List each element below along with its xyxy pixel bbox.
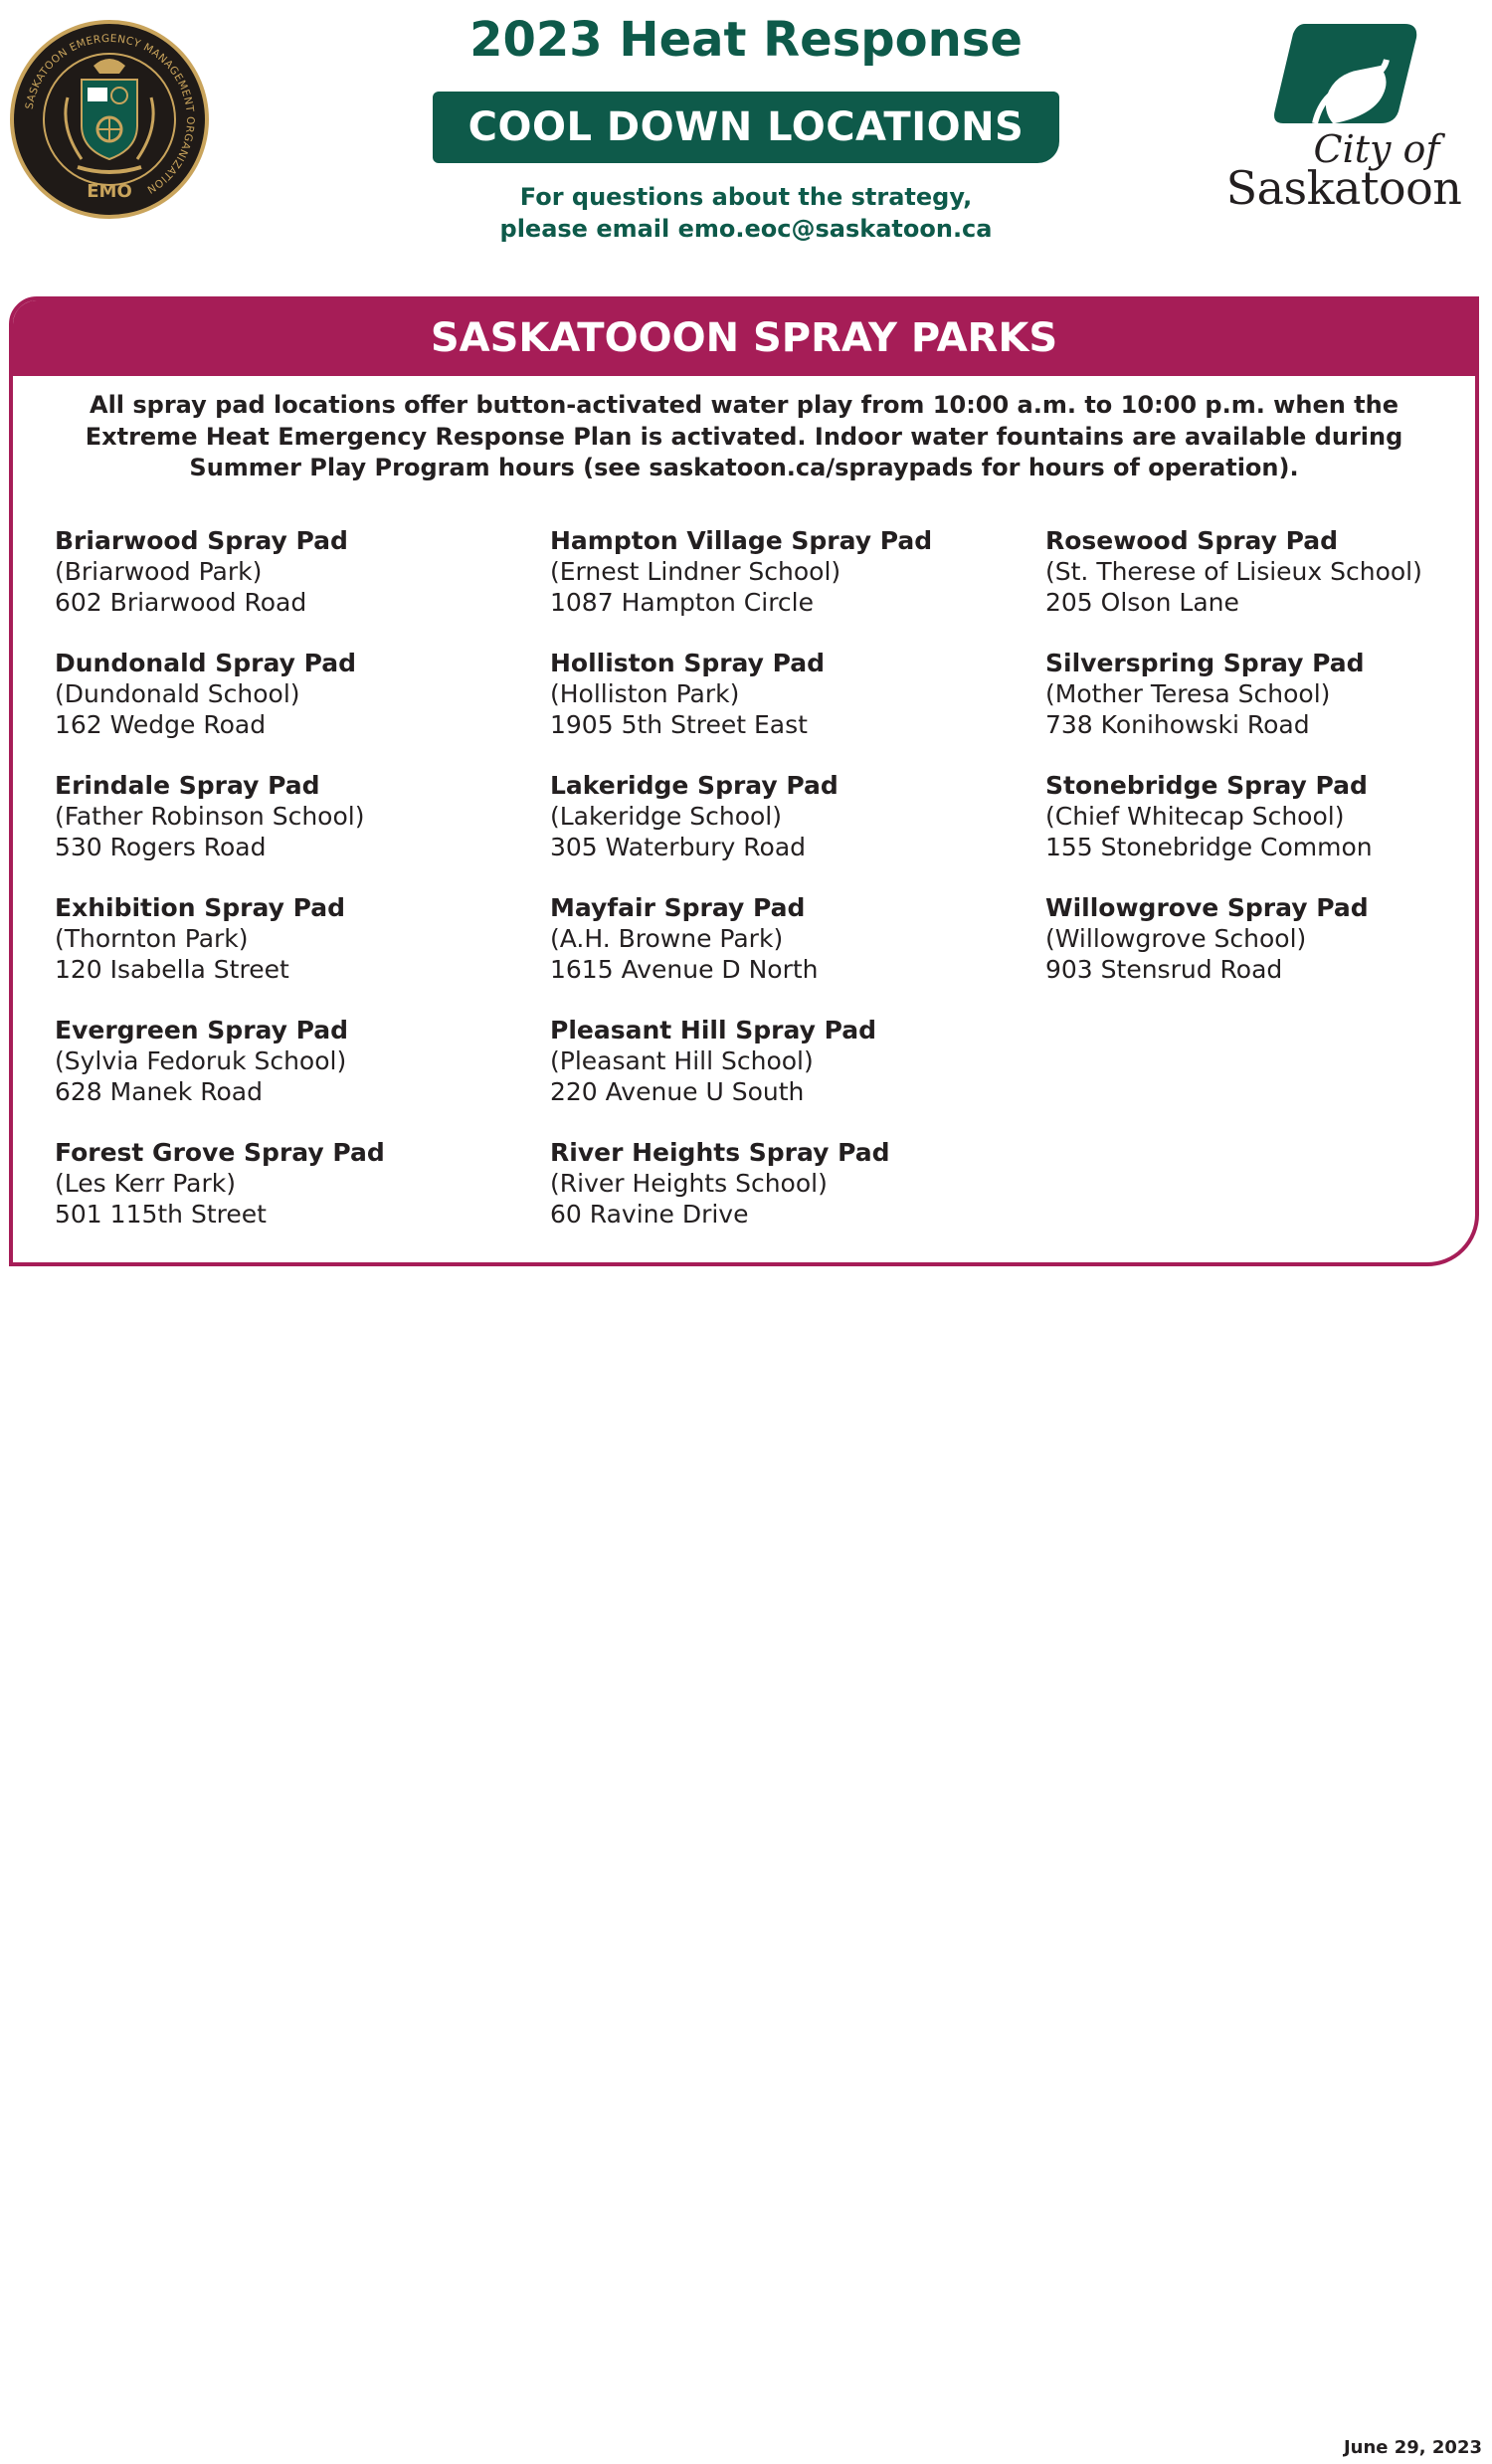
spray-pad-address: 60 Ravine Drive (550, 1200, 749, 1229)
spray-pad-entry (1045, 892, 1479, 1015)
spray-pad-address: 155 Stonebridge Common (1045, 833, 1373, 861)
spray-pad-address: 903 Stensrud Road (1045, 955, 1283, 984)
spray-pad-location: (Father Robinson School) (55, 802, 365, 831)
city-of-saskatoon-logo (1206, 20, 1482, 219)
spray-pad-name: Willowgrove Spray Pad (1045, 893, 1369, 922)
spray-pad-address: 205 Olson Lane (1045, 588, 1239, 617)
spray-pad-address: 220 Avenue U South (550, 1077, 805, 1106)
spray-pad-address: 602 Briarwood Road (55, 588, 307, 617)
spray-pad-location: (Chief Whitecap School) (1045, 802, 1345, 831)
spray-pad-entry (55, 648, 532, 770)
spray-pad-name: Silverspring Spray Pad (1045, 649, 1365, 677)
spray-pad-name: Rosewood Spray Pad (1045, 526, 1339, 555)
spray-pad-location: (Les Kerr Park) (55, 1169, 236, 1198)
spray-pad-entry (550, 770, 1027, 892)
spray-pad-entry (1045, 648, 1479, 770)
spray-pad-entry (55, 892, 532, 1015)
spray-pad-location: (Mother Teresa School) (1045, 679, 1331, 708)
spray-pad-name: Forest Grove Spray Pad (55, 1138, 385, 1167)
spray-pad-location: (Thornton Park) (55, 924, 249, 953)
spray-pad-address: 1087 Hampton Circle (550, 588, 815, 617)
spray-pad-name: Evergreen Spray Pad (55, 1016, 349, 1044)
emo-ring-text: SASKATOON EMERGENCY MANAGEMENT ORGANIZATION (23, 32, 197, 196)
spray-pad-entry (550, 1015, 1027, 1137)
spray-pad-location: (Holliston Park) (550, 679, 740, 708)
spray-pad-location: (Willowgrove School) (1045, 924, 1307, 953)
spray-pad-name: River Heights Spray Pad (550, 1138, 890, 1167)
cool-down-badge: COOL DOWN LOCATIONS (433, 92, 1059, 163)
spray-pad-name: Pleasant Hill Spray Pad (550, 1016, 877, 1044)
spray-pad-location: (Dundonald School) (55, 679, 300, 708)
spray-pad-location: (Briarwood Park) (55, 557, 263, 586)
spray-pad-entry (55, 525, 532, 648)
spray-pad-entry (550, 892, 1027, 1015)
spray-pad-name: Lakeridge Spray Pad (550, 771, 839, 800)
spray-pad-column (550, 525, 1027, 1259)
spray-pad-name: Exhibition Spray Pad (55, 893, 345, 922)
spray-pad-address: 501 115th Street (55, 1200, 267, 1229)
spray-pad-entry (550, 525, 1027, 648)
spray-pad-entry (55, 1137, 532, 1259)
spray-pad-name: Stonebridge Spray Pad (1045, 771, 1368, 800)
contact-line-1: For questions about the strategy, (519, 183, 973, 211)
spray-pad-location: (Lakeridge School) (550, 802, 783, 831)
spray-pad-address: 120 Isabella Street (55, 955, 289, 984)
spray-pad-name: Holliston Spray Pad (550, 649, 826, 677)
spray-pad-entry (550, 1137, 1027, 1259)
spray-pad-column (55, 525, 532, 1259)
spray-pad-entry (1045, 525, 1479, 648)
emo-abbrev: EMO (87, 181, 132, 202)
spray-pad-address: 738 Konihowski Road (1045, 710, 1310, 739)
city-logo-mark-icon (1206, 20, 1482, 129)
spray-pad-entry (55, 770, 532, 892)
spray-pad-entry (1045, 770, 1479, 892)
spray-pad-entry (55, 1015, 532, 1137)
spray-pad-name: Erindale Spray Pad (55, 771, 320, 800)
spray-pad-address: 628 Manek Road (55, 1077, 263, 1106)
page-title: 2023 Heat Response (469, 12, 1023, 68)
spray-pad-name: Dundonald Spray Pad (55, 649, 357, 677)
spray-pad-name: Hampton Village Spray Pad (550, 526, 933, 555)
spray-pad-address: 305 Waterbury Road (550, 833, 807, 861)
saskatoon-text: Saskatoon (1225, 161, 1462, 215)
spray-pad-name: Mayfair Spray Pad (550, 893, 806, 922)
spray-pad-location: (Pleasant Hill School) (550, 1046, 814, 1075)
spray-pad-address: 530 Rogers Road (55, 833, 267, 861)
footer-date: June 29, 2023 (1343, 2437, 1482, 2458)
spray-pad-address: 162 Wedge Road (55, 710, 267, 739)
spray-pad-name: Briarwood Spray Pad (55, 526, 348, 555)
spray-pad-column (1045, 525, 1479, 1015)
spray-pad-location: (Sylvia Fedoruk School) (55, 1046, 347, 1075)
city-of-text: City of (1313, 127, 1440, 171)
section-intro: All spray pad locations offer button-activated water play from 10:00 a.m. to 10:00 p.m. when the Extreme Heat Emergency Response Plan is activated. Indoor water fountains are available during Summer Play Program hours (see saskatoon.ca/spraypads for hours of operation). (85, 391, 1403, 481)
contact-line-2: please email emo.eoc@saskatoon.ca (499, 215, 993, 243)
spray-pad-address: 1615 Avenue D North (550, 955, 819, 984)
spray-pad-location: (A.H. Browne Park) (550, 924, 784, 953)
spray-parks-panel (9, 296, 1479, 1266)
spray-pad-location: (Ernest Lindner School) (550, 557, 841, 586)
spray-pad-address: 1905 5th Street East (550, 710, 808, 739)
spray-pad-entry (550, 648, 1027, 770)
spray-pad-location: (St. Therese of Lisieux School) (1045, 557, 1422, 586)
spray-pad-location: (River Heights School) (550, 1169, 828, 1198)
section-heading: SASKATOOON SPRAY PARKS (13, 300, 1475, 376)
